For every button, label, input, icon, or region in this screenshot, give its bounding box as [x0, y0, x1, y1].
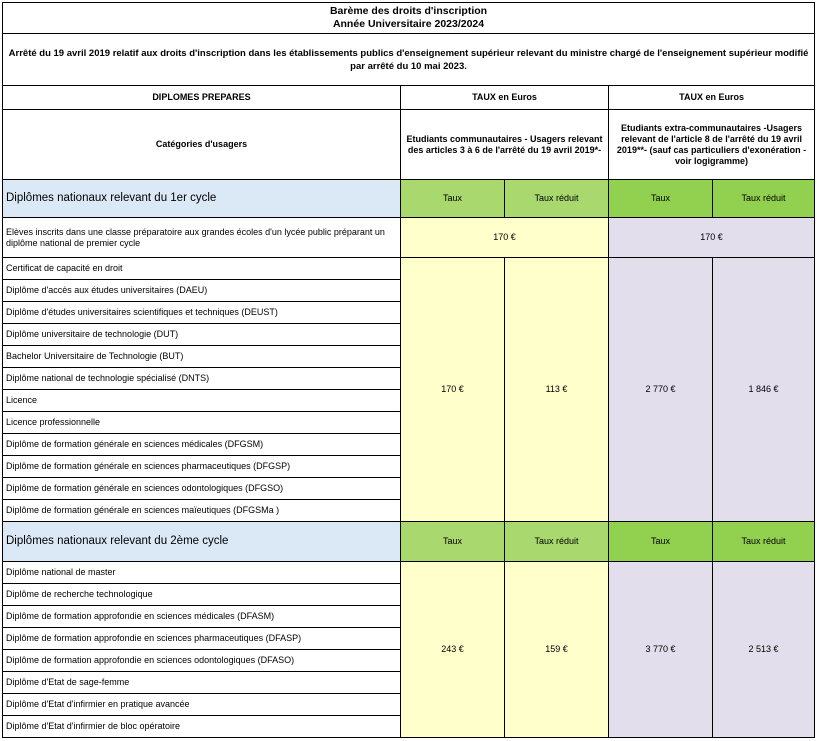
cycle1-comm-reduit: 113 €	[505, 258, 609, 522]
cycle1-header-comm-reduit: Taux réduit	[505, 180, 609, 218]
cycle2-header-extra-reduit: Taux réduit	[713, 522, 815, 562]
title-line-2: Année Universitaire 2023/2024	[332, 18, 485, 30]
table-row: Diplôme d'Etat d'infirmier en pratique avancée	[3, 694, 401, 716]
cycle1-extra-reduit: 1 846 €	[713, 258, 815, 522]
cycle2-comm-reduit: 159 €	[505, 562, 609, 738]
section-cycle1-title: Diplômes nationaux relevant du 1er cycle	[3, 180, 401, 218]
table-row: Diplôme de recherche technologique	[3, 584, 401, 606]
cycle1-header-extra-taux: Taux	[609, 180, 713, 218]
table-row: Diplôme national de master	[3, 562, 401, 584]
cycle2-comm-taux: 243 €	[401, 562, 505, 738]
cycle1-comm-taux: 170 €	[401, 258, 505, 522]
table-row: Diplôme de formation générale en sciences médicales (DFGSM)	[3, 434, 401, 456]
table-row: Certificat de capacité en droit	[3, 258, 401, 280]
cycle2-header-extra-taux: Taux	[609, 522, 713, 562]
table-row: Diplôme d'accès aux études universitaires (DAEU)	[3, 280, 401, 302]
arrete-text: Arrêté du 19 avril 2019 relatif aux droits d'inscription dans les établissements publics d'enseignement supérieur relevant du ministre chargé de l'enseignement supérieur modifié par arrêté du 10 mai 2023.	[3, 34, 815, 86]
header-communautaires: Etudiants communautaires - Usagers relevant des articles 3 à 6 de l'arrêté du 19 avril 2019*-	[401, 110, 609, 180]
cycle2-extra-taux: 3 770 €	[609, 562, 713, 738]
table-row: Diplôme de formation approfondie en sciences médicales (DFASM)	[3, 606, 401, 628]
table-row: Diplôme d'études universitaires scientifiques et techniques (DEUST)	[3, 302, 401, 324]
prepa-label: Elèves inscrits dans une classe préparatoire aux grandes écoles d'un lycée public préparant un diplôme national de premier cycle	[3, 218, 401, 258]
table-row: Bachelor Universitaire de Technologie (BUT)	[3, 346, 401, 368]
section-cycle2-title: Diplômes nationaux relevant du 2ème cycle	[3, 522, 401, 562]
table-row: Diplôme universitaire de technologie (DUT)	[3, 324, 401, 346]
page-title	[3, 3, 815, 34]
cycle2-extra-reduit: 2 513 €	[713, 562, 815, 738]
table-row: Diplôme de formation approfondie en sciences pharmaceutiques (DFASP)	[3, 628, 401, 650]
table-row: Diplôme de formation générale en sciences pharmaceutiques (DFGSP)	[3, 456, 401, 478]
table-row: Diplôme d'Etat d'infirmier de bloc opératoire	[3, 716, 401, 738]
header-extra-communautaires: Etudiants extra-communautaires -Usagers relevant de l'article 8 de l'arrêté du 19 avril 2019**- (sauf cas particuliers d'exonération - voir logigramme)	[609, 110, 815, 180]
header-taux-euros-communautaires: TAUX en Euros	[401, 86, 609, 110]
title-line-1: Barème des droits d'inscription	[329, 5, 488, 17]
cycle2-header-comm-reduit: Taux réduit	[505, 522, 609, 562]
header-taux-euros-extra: TAUX en Euros	[609, 86, 815, 110]
table-row: Diplôme d'Etat de sage-femme	[3, 672, 401, 694]
table-row: Diplôme de formation approfondie en sciences odontologiques (DFASO)	[3, 650, 401, 672]
cycle1-header-extra-reduit: Taux réduit	[713, 180, 815, 218]
table-row: Diplôme national de technologie spécialisé (DNTS)	[3, 368, 401, 390]
table-row: Diplôme de formation générale en sciences odontologiques (DFGSO)	[3, 478, 401, 500]
prepa-extra-rate: 170 €	[609, 218, 815, 258]
table-row: Licence	[3, 390, 401, 412]
prepa-comm-rate: 170 €	[401, 218, 609, 258]
table-row: Licence professionnelle	[3, 412, 401, 434]
header-diplomes-prepares: DIPLOMES PREPARES	[3, 86, 401, 110]
bareme-table	[2, 2, 815, 738]
header-categories-usagers: Catégories d'usagers	[3, 110, 401, 180]
cycle1-extra-taux: 2 770 €	[609, 258, 713, 522]
cycle1-header-comm-taux: Taux	[401, 180, 505, 218]
table-row: Diplôme de formation générale en sciences maïeutiques (DFGSMa )	[3, 500, 401, 522]
cycle2-header-comm-taux: Taux	[401, 522, 505, 562]
